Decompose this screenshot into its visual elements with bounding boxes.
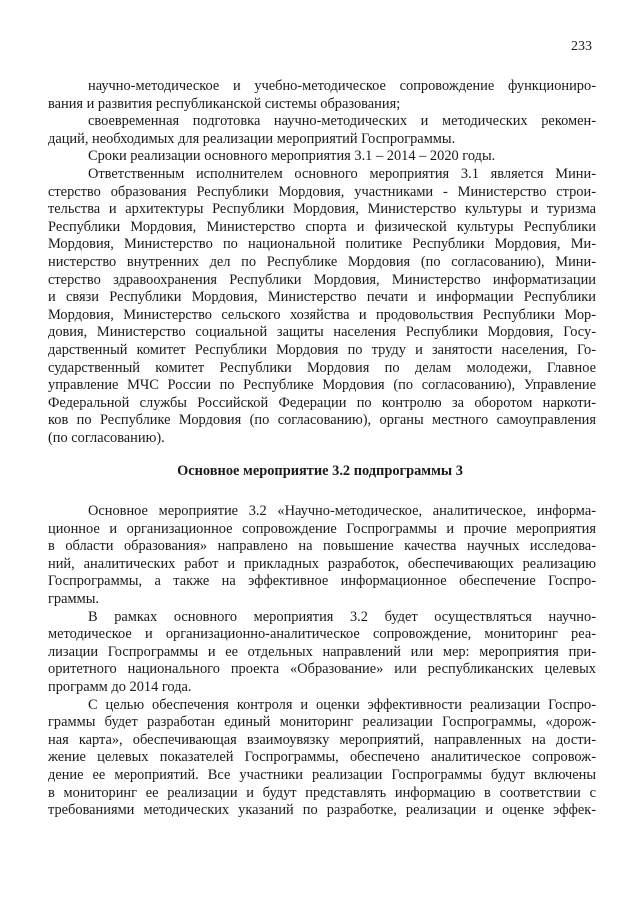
text-line: стерство образования Республики Мордовия, участниками - Министерство строи-: [48, 183, 596, 200]
page-number: 233: [571, 39, 592, 54]
text-line: граммы будет разработан единый мониторинг реализации Госпрограммы, «дорож-: [48, 714, 596, 731]
text-block-section-3-2: [48, 503, 596, 820]
text-line: научно-методическое и учебно-методическое сопровождение функциониро-: [88, 78, 596, 94]
text-line: С целью обеспечения контроля и оценки эффективности реализации Госпро-: [88, 696, 596, 713]
text-line: программ до 2014 года.: [48, 678, 192, 695]
text-line: управление МЧС России по Республике Мордовия (по согласованию), Управление: [48, 377, 596, 394]
text-line: дение ее мероприятий. Все участники реализации Госпрограммы будут включены: [48, 766, 596, 783]
text-line: Сроки реализации основного мероприятия 3.1 – 2014 – 2020 годы.: [88, 148, 496, 165]
text-line: ков по Республике Мордовия (по согласованию), органы местного самоуправления: [48, 412, 596, 429]
text-line: тельства и архитектуры Республики Мордовия, Министерство культуры и туризма: [48, 201, 596, 218]
text-line: даций, необходимых для реализации мероприятий Госпрограммы.: [48, 130, 456, 147]
text-line: нистерство внутренних дел по Республике Мордовия (по согласованию), Мини-: [48, 253, 596, 270]
text-line: ная карта», обеспечивающая взаимоувязку мероприятий, направленных на дости-: [48, 731, 596, 748]
text-line: жение целевых показателей Госпрограммы, обеспечено аналитическое сопровож-: [48, 749, 596, 766]
text-line: в мониторинг ее реализации и будут представлять информацию в соответствии с: [48, 784, 596, 801]
text-line: лизации Госпрограммы и ее отдельных направлений или мер: мероприятия при-: [48, 643, 596, 660]
text-line: ционное и организационное сопровождение Госпрограммы и прочие мероприятия: [48, 520, 596, 537]
text-line: граммы.: [48, 590, 99, 607]
section-heading: Основное мероприятие 3.2 подпрограммы 3: [177, 463, 463, 479]
text-line: Госпрограммы, а также на эффективное информационное обеспечение Госпро-: [48, 573, 596, 590]
text-line: довия, Министерство социальной защиты населения Республики Мордовия, Госу-: [48, 324, 596, 341]
text-line: Основное мероприятие 3.2 «Научно-методическое, аналитическое, информа-: [88, 503, 596, 519]
text-line: вания и развития республиканской системы образования;: [48, 95, 401, 112]
text-line: Республики Мордовия, Министерство спорта и физической культуры Республики: [48, 218, 596, 235]
text-line: Мордовия, Министерство сельского хозяйства и продовольствия Республики Мор-: [48, 306, 596, 323]
text-block-section-3-1: [48, 78, 596, 447]
text-line: своевременная подготовка научно-методических и методических рекомен-: [88, 113, 596, 130]
text-line: ний, аналитических работ и прикладных разработок, обеспечивающих реализацию: [48, 555, 596, 572]
text-line: методическое и организационно-аналитическое сопровождение, мониторинг реа-: [48, 626, 596, 643]
text-line: и связи Республики Мордовия, Министерство печати и информации Республики: [48, 289, 596, 306]
text-line: требованиями методических указаний по разработке, реализации и оценке эффек-: [48, 802, 596, 819]
text-line: сударственный комитет Республики Мордовия по делам молодежи, Главное: [48, 359, 596, 376]
text-line: дарственный комитет Республики Мордовия по труду и занятости населения, Го-: [48, 341, 596, 358]
text-line: Федеральной службы Российской Федерации по контролю за оборотом наркоти-: [48, 394, 596, 411]
text-line: оритетного национального проекта «Образование» или республиканских целевых: [48, 661, 596, 678]
text-line: в области образования» направлено на повышение качества научных исследова-: [48, 538, 596, 555]
text-line: (по согласованию).: [48, 429, 165, 446]
text-line: Ответственным исполнителем основного мероприятия 3.1 является Мини-: [88, 165, 596, 182]
text-line: В рамках основного мероприятия 3.2 будет осуществляться научно-: [88, 608, 596, 625]
text-line: стерство здравоохранения Республики Мордовия, Министерство информатизации: [48, 271, 596, 288]
text-line: Мордовия, Министерство по национальной политике Республики Мордовия, Ми-: [48, 236, 596, 253]
